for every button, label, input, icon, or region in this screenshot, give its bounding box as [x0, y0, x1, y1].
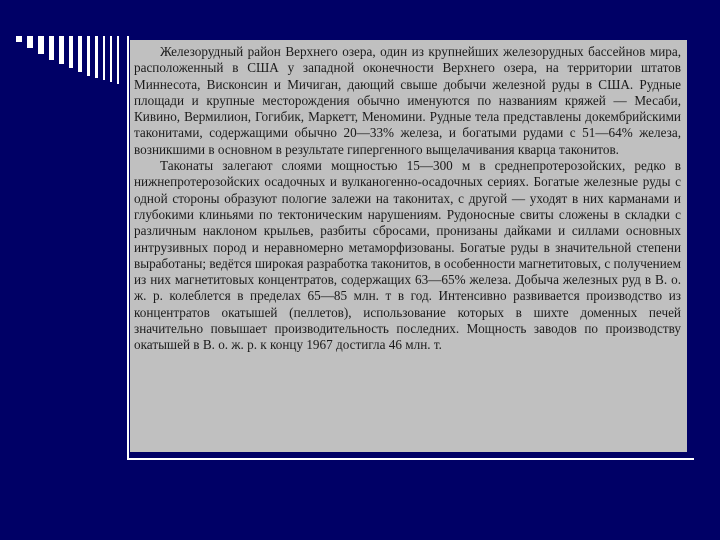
vertical-bars-icon: [16, 36, 136, 84]
horizontal-divider: [128, 458, 694, 460]
paragraph-1: Железорудный район Верхнего озера, один из крупнейших железорудных бассейнов мира, расположенный в США у западной оконечности Верхнего озера, на территории штатов Миннесота, Висконсин и Мичиган, дающий свыше добычи железной руды в США. Рудные площади и крупные месторождения обычно именуются по названиям кряжей — Месаби, Кивино, Вермилион, Гогибик, Маркетт, Меномини. Рудные тела представлены докембрийскими таконитами, содержащими обычно 20—33% железа, и богатыми рудами с 51—64% железа, возникшими в основном в результате гипергенного выщелачивания кварца таконитов.: [134, 44, 681, 157]
paragraph-2: Таконаты залегают слоями мощностью 15—300 м в среднепротерозойских, редко в нижнепротерозойских осадочных и вулканогенно-осадочных сериях. Богатые железные руды с одной стороны образуют пологие залежи на таконитах, с другой — уходят в них карманами и глубокими клиньями по тектоническим нарушениям. Рудоносные свиты сложены в складки с различным наклоном крыльев, разбиты сбросами, пронизаны дайками и силлами основных интрузивных пород и неравномерно метаморфизованы. Богатые руды в значительной степени выработаны; ведётся широкая разработка таконитов, в особенности магнетитовых, с получением из них магнетитовых концентратов, содержащих 63—65% железа. Добыча железных руд в В. о. ж. р. колеблется в пределах 65—85 млн. т в год. Интенсивно развивается производство из концентратов окатышей (пеллетов), использование которых в шихте доменных печей значительно повышает производительность последних. Мощность заводов по производству окатышей в В. о. ж. р. к концу 1967 достигла 46 млн. т.: [134, 158, 681, 353]
vertical-divider: [127, 36, 129, 460]
text-block: [130, 40, 687, 452]
